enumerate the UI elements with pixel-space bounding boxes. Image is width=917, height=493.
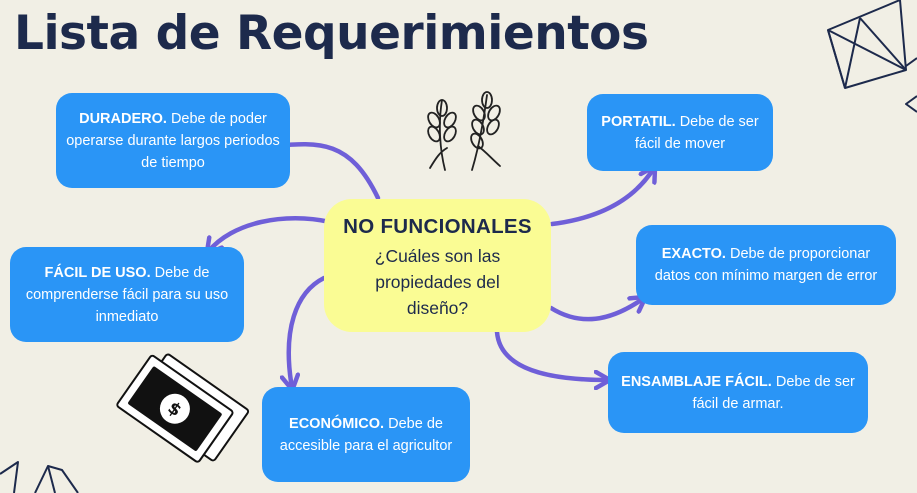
center-question: ¿Cuáles son las propiedades del diseño? bbox=[374, 246, 501, 318]
requirement-exacto bbox=[636, 225, 896, 305]
arrow-exacto bbox=[551, 298, 644, 319]
page-title: Lista de Requerimientos bbox=[14, 6, 649, 61]
arrow-ensamblaje bbox=[497, 332, 608, 380]
svg-text:$: $ bbox=[163, 397, 185, 422]
arrow-economico bbox=[289, 278, 324, 388]
requirement-label: ENSAMBLAJE FÁCIL. bbox=[621, 373, 772, 390]
center-node bbox=[324, 199, 551, 332]
requirement-text: Debe de comprenderse fácil para su uso inmediato bbox=[25, 264, 229, 325]
requirement-text: Debe de accesible para el agricultor bbox=[279, 415, 453, 454]
center-heading: NO FUNCIONALES bbox=[343, 215, 532, 238]
requirement-text: Debe de ser fácil de armar. bbox=[692, 373, 855, 412]
requirement-text: Debe de ser fácil de mover bbox=[634, 113, 759, 152]
requirement-text: Debe de proporcionar datos con mínimo margen de error bbox=[654, 246, 878, 284]
requirement-label: DURADERO. bbox=[79, 110, 167, 127]
requirement-facil-de-uso bbox=[10, 247, 244, 342]
requirement-portatil bbox=[587, 94, 773, 171]
requirement-duradero bbox=[56, 93, 290, 188]
requirement-label: ECONÓMICO. bbox=[289, 415, 385, 432]
requirement-text: Debe de poder operarse durante largos periodos de tiempo bbox=[66, 110, 280, 171]
requirement-label: PORTATIL. bbox=[601, 113, 676, 130]
requirement-ensamblaje-facil bbox=[608, 352, 868, 433]
requirement-label: FÁCIL DE USO. bbox=[44, 264, 151, 281]
requirement-label: EXACTO. bbox=[661, 246, 726, 262]
arrow-portatil bbox=[552, 168, 654, 224]
requirement-economico bbox=[262, 387, 470, 482]
